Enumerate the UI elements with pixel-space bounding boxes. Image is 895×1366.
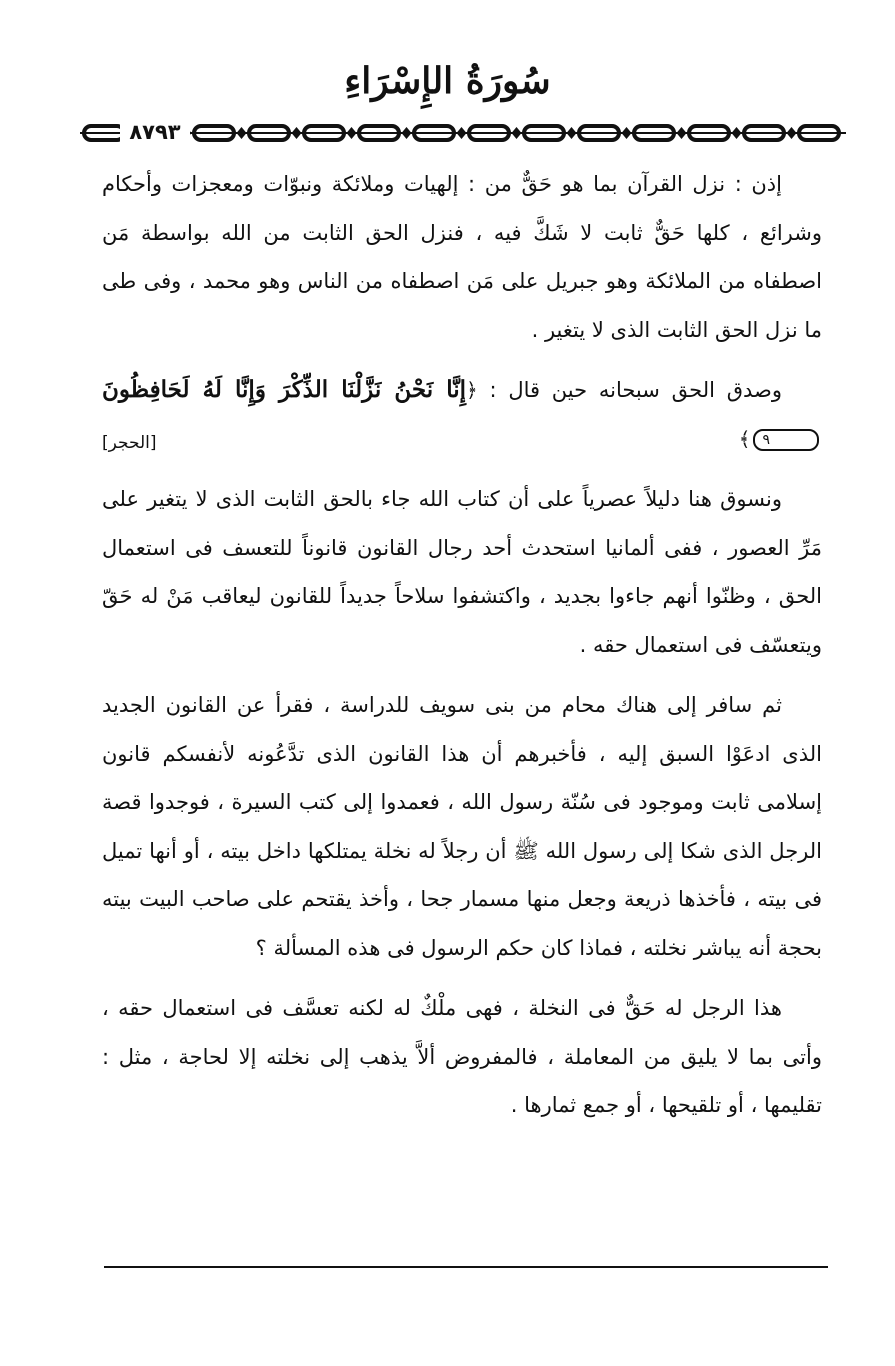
quran-verse: إِنَّا نَحْنُ نَزَّلْنَا الذِّكْرَ وَإِنَّا لَهُ لَحَافِظُونَ xyxy=(102,376,467,403)
chain-diamond xyxy=(567,127,577,139)
paragraph-1: إذن : نزل القرآن بما هو حَقٌّ من : إلهيات وملائكة ونبوّات ومعجزات وأحكام وشرائع ، كلها حَقٌّ ثابت لا شَكَّ فيه ، فنزل الحق الثابت من الله بواسطة مَن اصطفاه من الملائكة وهو جبريل على مَن اصطفاه من الناس وهو محمد ، وفى طى ما نزل الحق الثابت الذى لا يتغير . xyxy=(102,172,822,342)
ornamental-header-band xyxy=(80,116,846,150)
page-body xyxy=(102,160,822,1130)
surah-title: سُورَةُ الإِسْرَاءِ xyxy=(344,60,551,102)
chain-diamond xyxy=(457,127,467,139)
paragraph-5: هذا الرجل له حَقٌّ فى النخلة ، فهى ملْكٌ له لكنه تعسَّف فى استعمال حقه ، وأتى بما لا يليق من المعاملة ، فالمفروض ألاَّ يذهب إلى نخلته إلا لحاجة ، مثل : تقليمها ، أو تلقيحها ، أو جمع ثمارها . xyxy=(102,996,822,1117)
paragraph-4: ثم سافر إلى هناك محام من بنى سويف للدراسة ، فقرأ عن القانون الجديد الذى ادعَوْا السبق إليه ، فأخبرهم أن هذا القانون الذى تدَّعُونه لأنفسكم قانون إسلامى ثابت وموجود فى سُنّة رسول الله ، فعمدوا إلى كتب السيرة ، فوجدوا قصة الرجل الذى شكا إلى رسول الله ﷺ أن رجلاً له نخلة يمتلكها داخل بيته ، أو أنها تميل فى بيته ، فأخذها ذريعة وجعل منها مسمار جحا ، وأخذ يقتحم على صاحب البيت بيته بحجة أنه يباشر نخلته ، فماذا كان حكم الرسول فى هذه المسألة ؟ xyxy=(102,693,822,960)
page-number: ٨٧٩٣ xyxy=(120,119,190,145)
paragraph-3: ونسوق هنا دليلاً عصرياً على أن كتاب الله جاء بالحق الثابت الذى لا يتغير على مَرِّ العصور ، ففى ألمانيا استحدث أحد رجال القانون قانوناً للتعسف فى استعمال الحق ، وظنّوا أنهم جاءوا بجديد ، واكتشفوا سلاحاً جديداً للقانون ليعاقب مَنْ له حَقّ ويتعسّف فى استعمال حقه . xyxy=(102,487,822,657)
verse-intro: وصدق الحق سبحانه حين قال : xyxy=(489,378,782,402)
verse-close-bracket: ﴾ xyxy=(738,426,751,451)
ayah-number: ٩ xyxy=(753,429,819,451)
paragraph-2 xyxy=(102,366,822,463)
chain-diamond xyxy=(347,127,357,139)
footer-rule xyxy=(104,1266,828,1268)
chain-diamond xyxy=(237,127,247,139)
verse-open-bracket: ﴿ xyxy=(466,378,478,402)
chain-diamond xyxy=(787,127,797,139)
chain-diamond xyxy=(512,127,522,139)
chain-diamond xyxy=(677,127,687,139)
chain-diamond xyxy=(732,127,742,139)
chain-diamond xyxy=(402,127,412,139)
chain-diamond xyxy=(622,127,632,139)
surah-reference: [الحجر] xyxy=(102,432,157,453)
chain-diamond xyxy=(292,127,302,139)
